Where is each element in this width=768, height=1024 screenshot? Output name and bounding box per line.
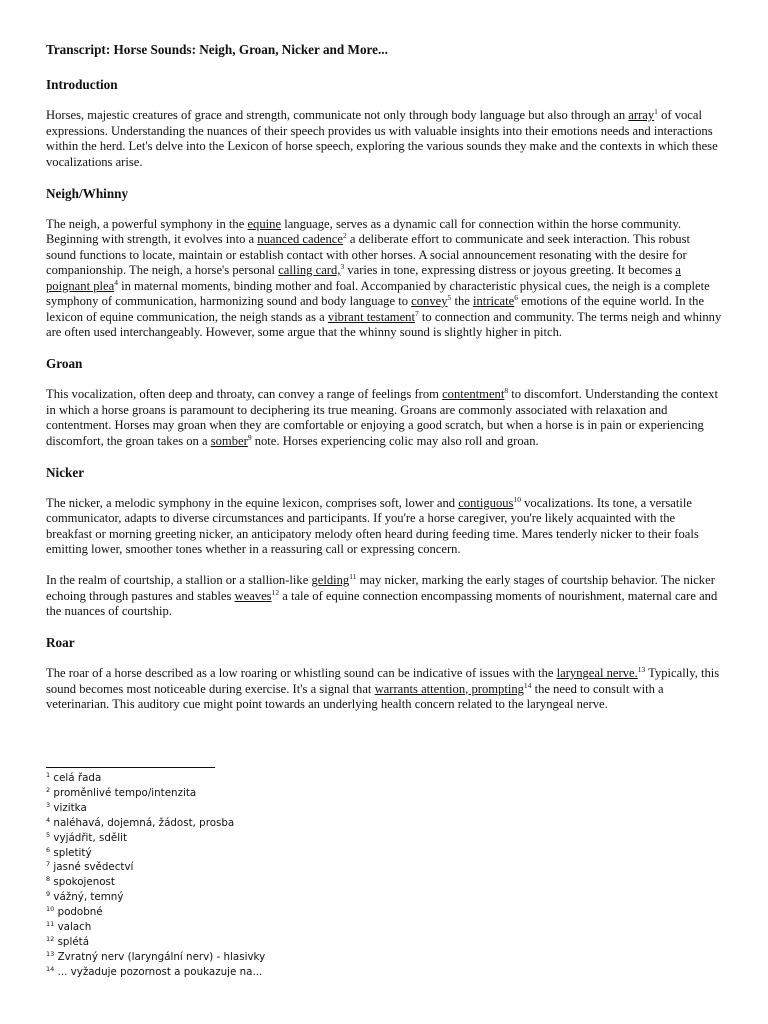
footnote: $^3$ vizitka — [46, 800, 87, 814]
footnotes-list — [46, 771, 265, 980]
heading-groan: Groan — [46, 356, 83, 371]
footnote: $^{14}$ ... vyžaduje pozornost a poukazuje na... — [46, 964, 263, 978]
footnote-ref: 10 — [513, 494, 521, 504]
footnote-ref: 6 — [514, 293, 518, 302]
glossed-term: calling card, — [278, 263, 341, 277]
glossed-term: weaves — [234, 588, 272, 603]
footnote: $^7$ jasné svědectví — [46, 860, 134, 874]
footnote-ref: 7 — [414, 308, 419, 318]
paragraph-roar: The roar of a horse described as a low roaring or whistling sound can be indicative of issues with the laryngeal nerve.$^{13}$ Typically, this sound becomes most noticeable during exercise. It's a signal that warrants attention, prompting$^{14}$ the need to consult with a veterinarian. This auditory cue might point towards an underlying health concern related to the laryngeal nerve. — [46, 665, 720, 711]
footnote: $^{10}$ podobné — [46, 905, 103, 919]
glossed-term: contentment — [442, 387, 505, 401]
paragraph-neigh: The neigh, a powerful symphony in the equine language, serves as a dynamic call for connection within the horse community. Beginning with strength, it evolves into a nuanced cadence$^2$ a deliberate effort to communicate and seek interaction. This robust sound functions to locate, maintain or establish contact with other horses. A social announcement resonating with the desire for companionship. The neigh, a horse's personal calling card,$^3$ varies in tone, expressing distress or joyous greeting. It becomes a poignant plea$^4$ in maternal moments, binding mother and foal. Accompanied by characteristic physical cues, the neigh is a complete symphony of communication, harmonizing sound and body language to convey$^5$ the intricate$^6$ emotions of the equine world. In the lexicon of equine communication, the neigh stands as a vibrant testament$^7$ to connection and community. The terms neigh and whinny are often used interchangeably. However, some argue that the whinny sound is slightly higher in pitch. — [46, 216, 722, 339]
footnote: $^8$ spokojenost — [46, 875, 115, 889]
glossed-term: intricate — [472, 294, 515, 308]
footnote: $^{11}$ valach — [46, 920, 92, 934]
footnote: $^9$ vážný, temný — [46, 890, 124, 904]
footnote: $^1$ celá řada — [46, 771, 102, 784]
footnote-ref: 12 — [271, 587, 280, 597]
glossed-term: warrants attention, prompting — [374, 681, 524, 696]
paragraph-introduction: Horses, majestic creatures of grace and strength, communicate not only through body language but also through an array$^1$ of vocal expressions. Understanding the nuances of their speech provides us with valuable insights into their emotions needs and interactions within the herd. Let's delve into the Lexicon of horse speech, exploring the various sounds they make and the contexts in which these vocalizations arise. — [46, 107, 718, 169]
footnote-ref: 1 — [654, 107, 658, 116]
footnote-separator — [46, 767, 215, 768]
footnote-ref: 13 — [637, 665, 646, 674]
glossed-term: array — [628, 108, 655, 122]
footnote-ref: 3 — [340, 262, 345, 271]
footnote: $^{12}$ splétá — [46, 934, 90, 948]
footnote-ref: 9 — [247, 432, 252, 442]
glossed-term: convey — [411, 294, 448, 308]
footnote-ref: 11 — [349, 572, 357, 581]
heading-roar: Roar — [46, 635, 75, 650]
footnote-ref: 5 — [447, 293, 452, 302]
glossed-term: nuanced cadence — [257, 232, 343, 246]
paragraph-nicker-2: In the realm of courtship, a stallion or a stallion-like gelding$^{11}$ may nicker, marking the early stages of courtship behavior. The nicker echoing through pastures and stables weaves$^{12}$ a tale of equine connection encompassing moments of nourishment, maternal care and the nuances of courtship. — [46, 572, 718, 618]
footnote: $^{13}$ Zvratný nerv (laryngální nerv) - hlasivky — [46, 949, 266, 963]
glossed-term: laryngeal nerve. — [556, 666, 638, 680]
paragraph-nicker-1: The nicker, a melodic symphony in the equine lexicon, comprises soft, lower and contiguous$^{10}$ vocalizations. Its tone, a versatile communicator, adapts to diverse circumstances and participants. If you're a horse caregiver, you're likely acquainted with the breakfast or morning greeting nicker, an anticipatory melody often heard during feeding time. Mares tenderly nicker to their foals emitting lower, smoother tones whether in a reassuring call or expressing concern. — [46, 494, 699, 556]
glossed-term: vibrant testament — [327, 309, 415, 324]
paragraph-groan: This vocalization, often deep and throaty, can convey a range of feelings from contentment$^8$ to discomfort. Understanding the context in which a horse groans is paramount to deciphering its true meaning. Groans are commonly associated with relaxation and contentment. Horses may groan when they are comfortable or enjoying a good scratch, but when a horse is in pain or experiencing discomfort, the groan takes on a somber$^9$ note. Horses experiencing colic may also roll and groan. — [46, 386, 718, 448]
heading-introduction: Introduction — [46, 77, 118, 92]
glossed-term: somber — [210, 433, 248, 448]
footnote: $^5$ vyjádřit, sdělit — [46, 830, 127, 844]
footnote-ref: 14 — [523, 680, 532, 690]
footnote-ref: 8 — [504, 386, 509, 395]
footnote-ref: 2 — [342, 231, 347, 240]
footnote-ref: 4 — [114, 277, 118, 287]
footnote: $^4$ naléhavá, dojemná, žádost, prosba — [46, 815, 235, 829]
document-title: Transcript: Horse Sounds: Neigh, Groan, Nicker and More... — [46, 42, 388, 57]
heading-nicker: Nicker — [46, 464, 85, 480]
glossed-term: a poignant plea — [46, 263, 681, 293]
footnote: $^6$ spletitý — [46, 845, 92, 859]
glossed-term: equine — [247, 216, 282, 231]
heading-neigh-whinny: Neigh/Whinny — [46, 185, 129, 201]
footnote: $^2$ proměnlivé tempo/intenzita — [46, 785, 197, 799]
glossed-term: contiguous — [458, 495, 514, 510]
glossed-term: gelding — [311, 573, 350, 587]
document-body — [46, 42, 722, 728]
